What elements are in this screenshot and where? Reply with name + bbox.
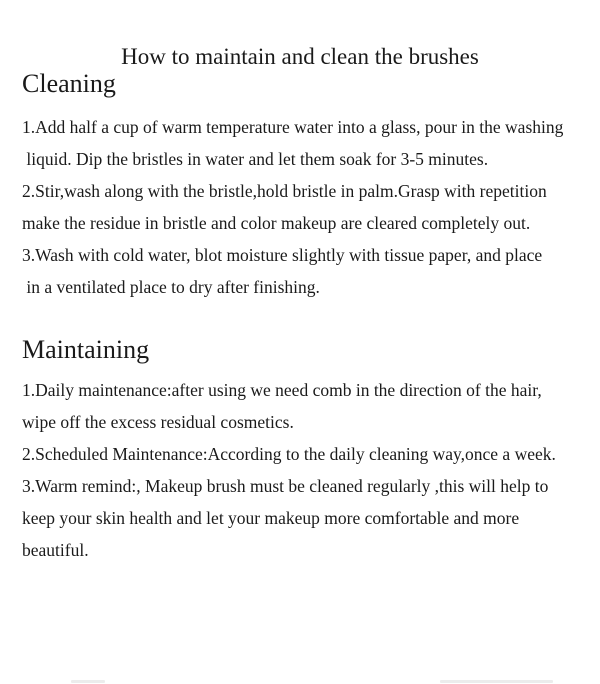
cleaning-line: make the residue in bristle and color makeup are cleared completely out.	[22, 213, 531, 233]
cropped-thumbnail-edge-left	[71, 680, 105, 683]
maintaining-line: 3.Warm remind:, Makeup brush must be cleaned regularly ,this will help to	[22, 476, 549, 496]
maintaining-section-body	[22, 374, 600, 566]
cleaning-line: liquid. Dip the bristles in water and let them soak for 3-5 minutes.	[22, 149, 489, 169]
cleaning-line: 2.Stir,wash along with the bristle,hold bristle in palm.Grasp with repetition	[22, 181, 547, 201]
maintaining-line: wipe off the excess residual cosmetics.	[22, 412, 294, 432]
maintaining-line: keep your skin health and let your makeup more comfortable and more	[22, 508, 520, 528]
maintaining-line: 2.Scheduled Maintenance:According to the daily cleaning way,once a week.	[22, 444, 556, 464]
cleaning-section-body	[22, 111, 600, 303]
cleaning-line: 3.Wash with cold water, blot moisture slightly with tissue paper, and place	[22, 245, 543, 265]
cleaning-line: 1.Add half a cup of warm temperature water into a glass, pour in the washing	[22, 117, 564, 137]
maintaining-section-heading: Maintaining	[22, 335, 150, 364]
maintaining-line: 1.Daily maintenance:after using we need comb in the direction of the hair,	[22, 380, 542, 400]
cleaning-section-heading: Cleaning	[22, 69, 116, 98]
page-title: How to maintain and clean the brushes	[121, 44, 479, 69]
maintaining-line: beautiful.	[22, 540, 89, 560]
cropped-thumbnail-edge-right	[440, 680, 553, 683]
cleaning-line: in a ventilated place to dry after finishing.	[22, 277, 320, 297]
